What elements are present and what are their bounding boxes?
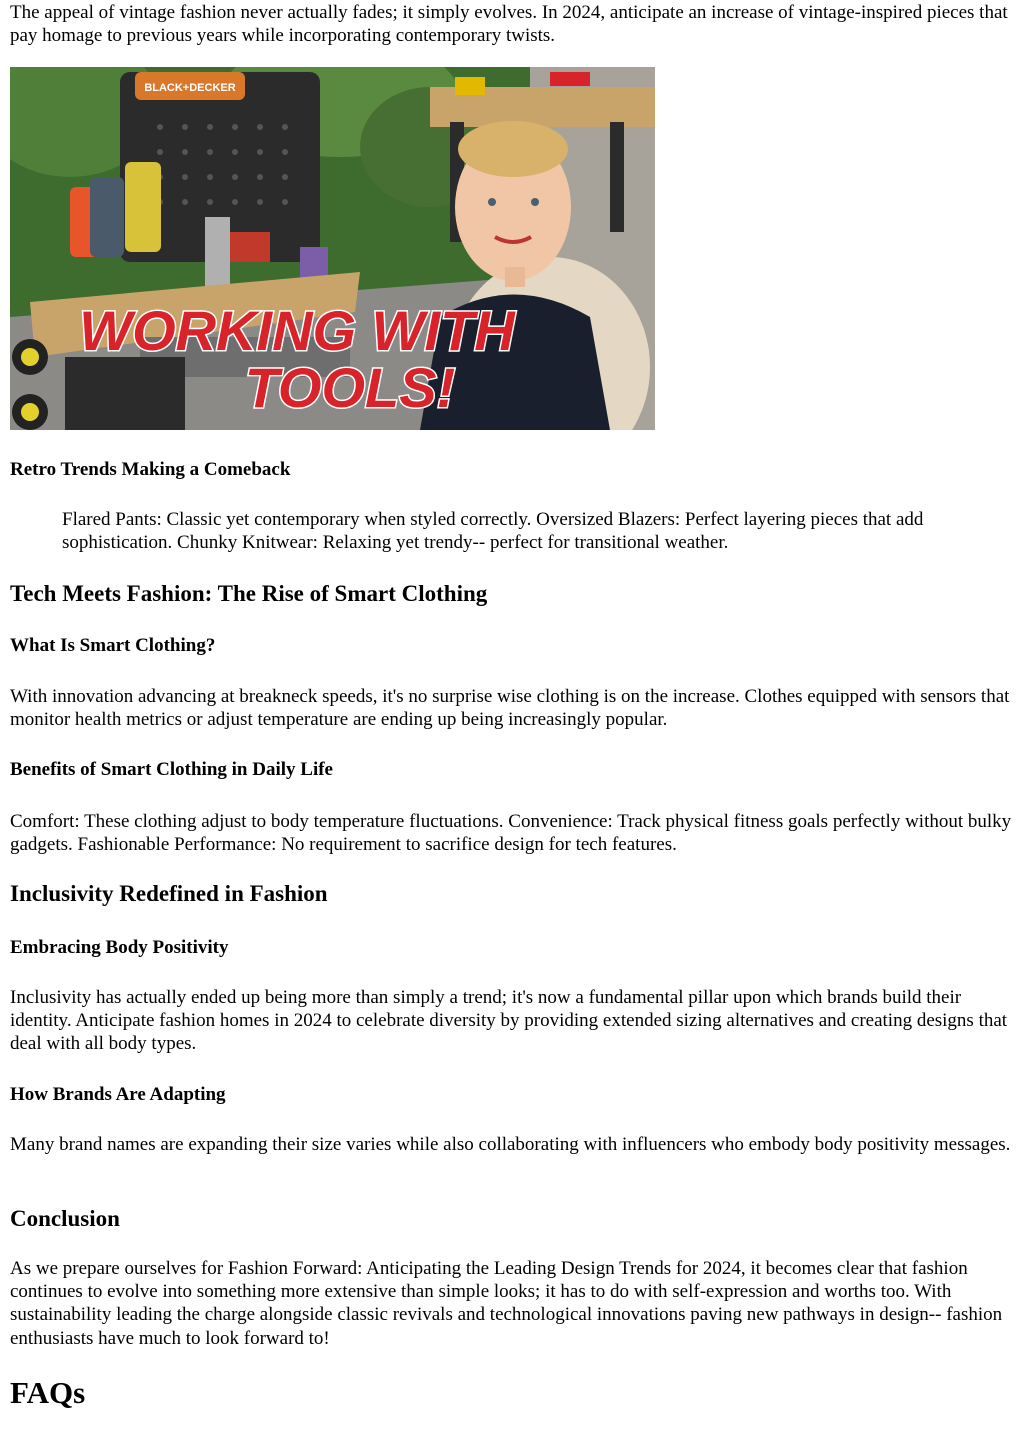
hero-image-graphic: [10, 67, 655, 430]
conclusion-heading: Conclusion: [10, 1206, 120, 1231]
retro-trends-title: Retro Trends Making a Comeback: [10, 459, 291, 480]
body-positivity-title: Embracing Body Positivity: [10, 937, 229, 958]
hero-caption-line1: WORKING WITH: [79, 299, 515, 362]
brands-adapting-paragraph: Many brand names are expanding their size varies while also collaborating with influencers who embody body positivity messages.: [10, 1134, 1011, 1155]
brands-adapting-title: How Brands Are Adapting: [10, 1084, 226, 1105]
inclusivity-heading: Inclusivity Redefined in Fashion: [10, 881, 328, 906]
hero-image: [10, 67, 655, 430]
benefits-paragraph: Comfort: These clothing adjust to body temperature fluctuations. Convenience: Track physical fitness goals perfectly without bulky gadgets. Fashionable Performance: No requirement to sacrifice design for tech features.: [10, 811, 1012, 856]
smart-clothing-title: What Is Smart Clothing?: [10, 635, 216, 656]
tech-fashion-heading: Tech Meets Fashion: The Rise of Smart Clothing: [10, 581, 488, 606]
hero-caption-line2: TOOLS!: [244, 356, 456, 419]
brand-label: BLACK+DECKER: [144, 82, 236, 94]
body-positivity-paragraph: Inclusivity has actually ended up being more than simply a trend; it's now a fundamental pillar upon which brands build their identity. Anticipate fashion homes in 2024 to celebrate diversity by providing extended sizing alternatives and creating designs that deal with all body types.: [10, 987, 1008, 1055]
conclusion-paragraph: As we prepare ourselves for Fashion Forward: Anticipating the Leading Design Trends for 2024, it becomes clear that fashion continues to evolve into something more extensive than simple looks; it has to do with self-expression and worths too. With sustainability leading the charge alongside classic revivals and technological innovations paving new pathways in design-- fashion enthusiasts have much to look forward to!: [10, 1258, 1003, 1349]
intro-paragraph: The appeal of vintage fashion never actually fades; it simply evolves. In 2024, anticipate an increase of vintage-inspired pieces that pay homage to previous years while incorporating contemporary twists.: [10, 2, 1008, 47]
faqs-heading: FAQs: [10, 1375, 86, 1410]
smart-clothing-paragraph: With innovation advancing at breakneck speeds, it's no surprise wise clothing is on the increase. Clothes equipped with sensors that monitor health metrics or adjust temperature are ending up being increasingly popular.: [10, 686, 1010, 731]
retro-trends-quote: Flared Pants: Classic yet contemporary when styled correctly. Oversized Blazers: Perfect layering pieces that add sophistication. Chunky Knitwear: Relaxing yet trendy-- perfect for transitional weather.: [62, 509, 924, 554]
benefits-title: Benefits of Smart Clothing in Daily Life: [10, 759, 333, 780]
